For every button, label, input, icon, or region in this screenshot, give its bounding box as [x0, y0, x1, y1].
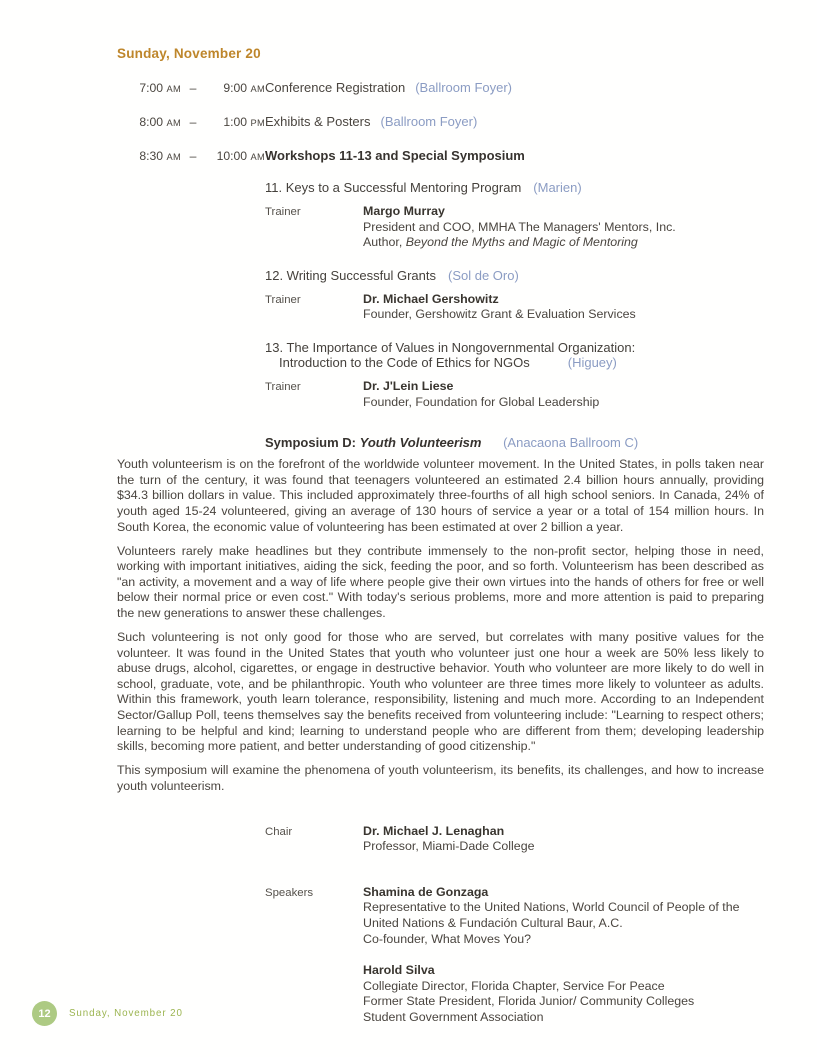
workshop-13 [265, 340, 764, 410]
body-paragraph: Volunteers rarely make headlines but they contribute immensely to the non-profit sector, helping those in need, working with important initiatives, aiding the sick, feeding the poor, and so forth. Volunteerism has been described as "an activity, a movement and a way of life where people give their own virtues into the hands of others for free or well below their normal price or even cost." With today's serious problems, more and more attention is paid to preparing the new generations to answer these challenges. [117, 543, 764, 620]
book-title: Beyond the Myths and Magic of Mentoring [405, 235, 638, 250]
symposium-location: (Anacaona Ballroom C) [503, 435, 639, 451]
event-title: Conference Registration [265, 80, 406, 95]
chair-name: Dr. Michael J. Lenaghan [363, 823, 505, 838]
end-time: 9:00 [223, 81, 248, 95]
end-meridiem: AM [250, 152, 265, 162]
trainer-credential: Author, Beyond the Myths and Magic of Mentoring [363, 235, 638, 250]
start-time: 8:00 [139, 115, 164, 129]
start-time: 7:00 [139, 81, 164, 95]
trainer-credential: Founder, Gershowitz Grant & Evaluation Services [363, 307, 636, 322]
symposium-description [117, 457, 764, 794]
workshop-location: (Marien) [533, 180, 582, 195]
chair-block [265, 824, 764, 855]
end-time: 1:00 [223, 115, 248, 129]
speaker-credential: United Nations & Fundación Cultural Baur, A.C. [363, 915, 623, 930]
start-time: 8:30 [139, 149, 164, 163]
speaker-block [265, 963, 764, 1025]
footer-date: Sunday, November 20 [69, 1008, 183, 1019]
end-meridiem: PM [250, 118, 265, 128]
speakers-label: Speakers [265, 886, 314, 899]
time-range [131, 149, 265, 163]
schedule-row [117, 114, 764, 129]
speaker-credential: Former State President, Florida Junior/ Community Colleges [363, 994, 695, 1009]
trainer-name: Margo Murray [363, 204, 445, 218]
workshop-title: 13. The Importance of Values in Nongovernmental Organization: [265, 339, 636, 355]
time-dash: – [189, 149, 197, 163]
time-dash: – [189, 115, 197, 129]
speaker-credential: Student Government Association [363, 1009, 544, 1024]
trainer-credential: President and COO, MMHA The Managers' Mentors, Inc. [363, 219, 676, 234]
workshop-location: (Sol de Oro) [448, 267, 519, 283]
time-range [131, 81, 265, 95]
schedule-row [117, 80, 764, 95]
speaker-credential: Co-founder, What Moves You? [363, 931, 532, 946]
trainer-block [265, 379, 764, 410]
time-range [131, 115, 265, 129]
day-heading: Sunday, November 20 [117, 46, 261, 61]
trainer-label: Trainer [265, 293, 301, 306]
event-title: Workshops 11-13 and Special Symposium [265, 148, 525, 163]
workshop-12 [265, 268, 764, 323]
body-paragraph: Such volunteering is not only good for those who are served, but correlates with many positive values for the volunteer. It was found in the United States that youth who volunteer just one hour a week are 50% less likely to abuse drugs, alcohol, cigarettes, or engage in destructive behavior. Youth who volunteer are more likely to do well in school, graduate, vote, and be philanthropic. Youth who volunteer are three times more likely to volunteer as adults. Within this framework, youth learn tolerance, responsibility, listening and much more. According to an Independent Sector/Gallup Poll, teens themselves say the benefits received from volunteering include: "Learning to respect others; learning to be helpful and kind; learning to understand people who are different from them; developing leadership skills, becoming more patient, and better understanding of good citizenship." [117, 630, 764, 754]
start-meridiem: AM [166, 84, 181, 94]
speaker-credential: Collegiate Director, Florida Chapter, Service For Peace [363, 978, 665, 993]
page-footer [32, 1001, 183, 1026]
symposium-heading [265, 435, 764, 450]
chair-label: Chair [265, 825, 293, 838]
speakers-block [265, 885, 764, 947]
trainer-block [265, 292, 764, 323]
trainer-name: Dr. Michael Gershowitz [363, 291, 499, 306]
trainer-block [265, 204, 764, 251]
trainer-credential: Founder, Foundation for Global Leadership [363, 394, 600, 409]
start-meridiem: AM [166, 152, 181, 162]
trainer-label: Trainer [265, 206, 301, 218]
speaker-credential: Representative to the United Nations, World Council of People of the [363, 900, 740, 915]
people-section [265, 824, 764, 1026]
symposium-label: Symposium D: [265, 435, 357, 451]
speaker-name: Shamina de Gonzaga [363, 884, 489, 899]
chair-credential: Professor, Miami-Dade College [363, 839, 535, 854]
symposium-title: Youth Volunteerism [359, 435, 482, 451]
end-meridiem: AM [250, 84, 265, 94]
time-dash: – [189, 81, 197, 95]
workshop-11 [265, 180, 764, 251]
page-number-badge: 12 [32, 1001, 57, 1026]
speaker-name: Harold Silva [363, 963, 435, 978]
start-meridiem: AM [166, 118, 181, 128]
body-paragraph: Youth volunteerism is on the forefront of the worldwide volunteer movement. In the United States, in polls taken near the turn of the century, it was found that teenagers volunteered an estimated 2.4 billion hours annually, providing $34.3 billion dollars in value. This included approximately three-fourths of all high school seniors. In Canada, 24% of youth aged 15-24 volunteered, giving an average of 130 hours of service a year or a total of 154 million hours. In South Korea, the economic value of volunteering has been estimated at over 2 billion a year. [117, 457, 764, 534]
workshop-title: 12. Writing Successful Grants [265, 267, 436, 283]
event-location: (Ballroom Foyer) [380, 114, 478, 129]
workshop-title: 11. Keys to a Successful Mentoring Program [265, 180, 522, 195]
trainer-label: Trainer [265, 380, 301, 393]
event-title: Exhibits & Posters [265, 114, 371, 129]
schedule-row [117, 148, 764, 163]
trainer-name: Dr. J'Lein Liese [363, 378, 454, 393]
event-location: (Ballroom Foyer) [415, 80, 512, 95]
workshop-location: (Higuey) [567, 354, 617, 370]
end-time: 10:00 [216, 149, 248, 163]
workshop-title-line2: Introduction to the Code of Ethics for NGOs [279, 354, 530, 370]
body-paragraph: This symposium will examine the phenomena of youth volunteerism, its benefits, its challenges, and how to increase youth volunteerism. [117, 763, 764, 793]
